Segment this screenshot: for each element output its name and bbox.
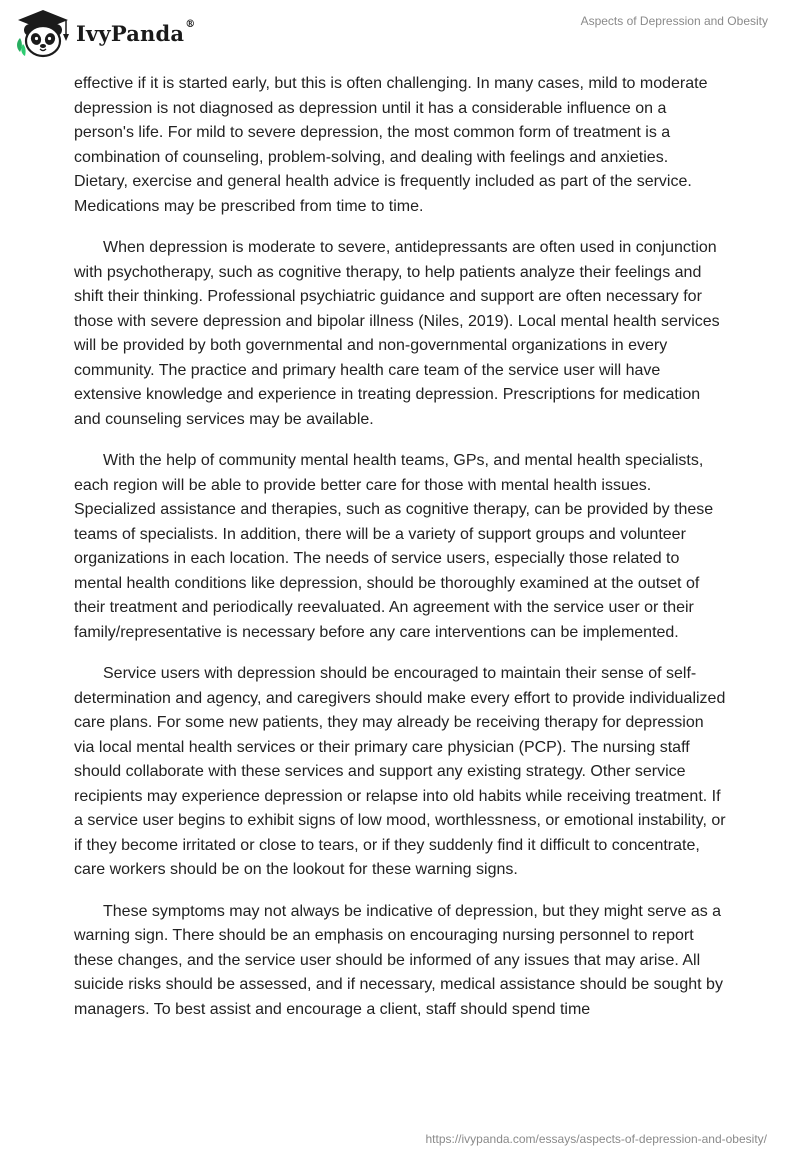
paragraph-3: With the help of community mental health teams, GPs, and mental health specialists, each region will be able to provide better care for those with mental health issues. Specialized assistance and therapies, such as cognitive therapy, can be provided by these teams of specialists. In addition, there will be a variety of support groups and volunteer organizations in each location. The needs of service users, especially those related to mental health conditions like depression, should be thoroughly examined at the outset of their treatment and periodically reevaluated. An agreement with the service user or their family/representative is necessary before any care interventions can be implemented. [74,452,714,641]
brand-name: IvyPanda® [76,18,196,46]
paragraph-1: effective if it is started early, but this is often challenging. In many cases, mild to moderate depression is not diagnosed as depression until it has a considerable influence on a person's life. For mild to severe depression, the most common form of treatment is a combination of counseling, problem-solving, and dealing with feelings and anxieties. Dietary, exercise and general health advice is frequently included as part of the service. Medications may be prescribed from time to time. [74,75,708,215]
panda-graduation-cap-icon [14,8,72,58]
paragraph-5: These symptoms may not always be indicative of depression, but they might serve as a warning sign. There should be an emphasis on encouraging nursing personnel to report these changes, and the service user should be informed of any issues that may arise. All suicide risks should be assessed, and if necessary, medical assistance should be sought by managers. To best assist and encourage a client, staff should spend time [74,902,723,1018]
registered-mark: ® [185,18,196,30]
page-header [0,0,800,70]
brand-logo[interactable] [14,8,195,58]
paragraph-4: Service users with depression should be encouraged to maintain their sense of self-determination and agency, and caregivers should make every effort to provide individualized care plans. For some new patients, they may already be receiving therapy for depression via local mental health services or their primary care physician (PCP). The nursing staff should collaborate with these services and support any existing strategy. Other service recipients may experience depression or relapse into old habits while receiving treatment. If a service user begins to exhibit signs of low mood, worthlessness, or emotional instability, or if they become irritated or close to tears, or if they suddenly find it difficult to concentrate, care workers should be on the lookout for these warning signs. [74,665,726,878]
source-url-link[interactable]: https://ivypanda.com/essays/aspects-of-depression-and-obesity/ [425,1132,767,1146]
paragraph-2: When depression is moderate to severe, antidepressants are often used in conjunction with psychotherapy, such as cognitive therapy, to help patients analyze their feelings and shift their thinking. Professional psychiatric guidance and support are often necessary for those with severe depression and bipolar illness (Niles, 2019). Local mental health services will be provided by both governmental and non-governmental organizations in every community. The practice and primary health care team of the service user will have extensive knowledge and experience in treating depression. Prescriptions for medication and counseling services may be available. [74,239,720,428]
document-title: Aspects of Depression and Obesity [580,14,768,28]
essay-body [74,72,726,1039]
